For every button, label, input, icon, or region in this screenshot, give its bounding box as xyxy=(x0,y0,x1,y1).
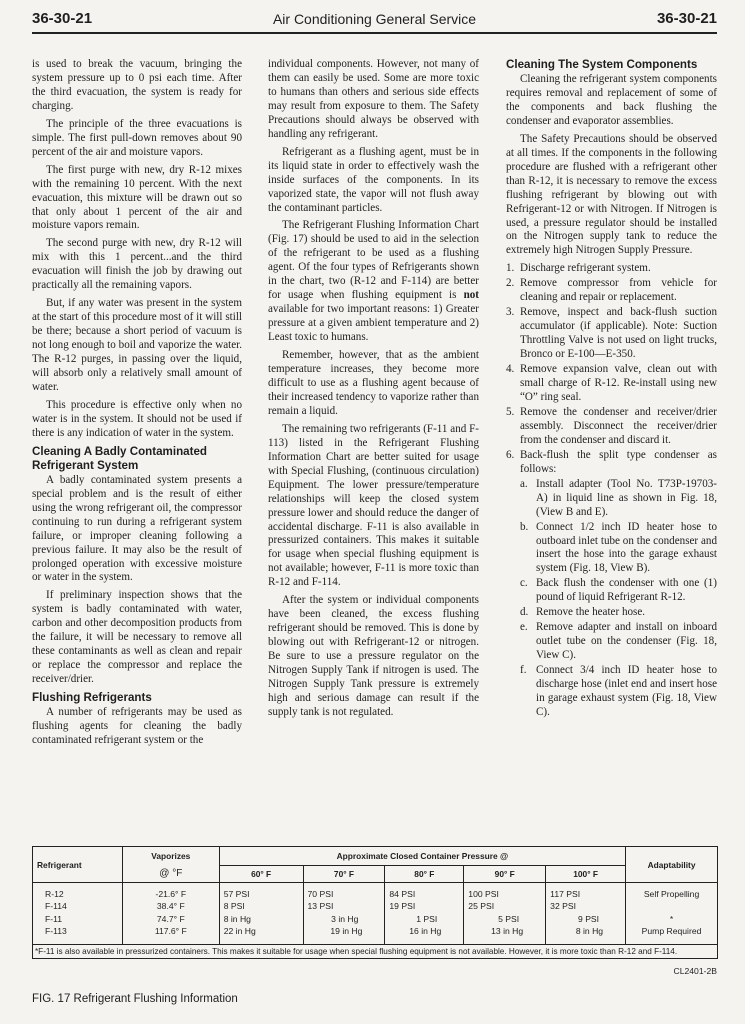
list-item xyxy=(506,478,717,520)
substep-letter: f. xyxy=(520,664,527,677)
step-text: Back-flush the split type condenser as follows: xyxy=(520,448,717,475)
column-2 xyxy=(268,58,479,724)
cell-pressure: 32 PSI xyxy=(546,900,626,913)
step-number: 4. xyxy=(506,363,515,376)
cell-pressure: 100 PSI xyxy=(464,883,546,900)
cell-refrigerant: F-113 xyxy=(33,926,123,945)
step-text: Remove the condenser and receiver/drier assembly. Disconnect the receiver/drier from the condenser and discard it. xyxy=(520,405,717,446)
cell-pressure: 117 PSI xyxy=(546,883,626,900)
step-number: 1. xyxy=(506,262,515,275)
cell-pressure: 9 PSI xyxy=(546,913,626,926)
table-row xyxy=(33,926,718,945)
list-item xyxy=(506,521,717,577)
header-adaptability: Adaptability xyxy=(626,847,718,883)
paragraph: individual components. However, not many of them can easily be used. Some are more toxic to humans than others and serious side effects may result from exposure to them. The Safety Precautions should always be observed with handling any refrigerant. xyxy=(268,58,479,140)
substep-letter: d. xyxy=(520,606,529,619)
header-rule xyxy=(32,32,717,34)
header-temp-100: 100° F xyxy=(546,866,626,883)
header-pressure: Approximate Closed Container Pressure @ xyxy=(219,847,625,866)
cell-pressure: 19 PSI xyxy=(385,900,464,913)
paragraph: But, if any water was present in the system at the start of this procedure most of it will still be there; because a short period of vacuum is not long enough to boil and vaporize the water. The R-12 purges, in passing over the liquid, will absorb only a relatively small amount of water. xyxy=(32,297,242,393)
cell-adaptability xyxy=(626,900,718,913)
table-row xyxy=(33,913,718,926)
column-3 xyxy=(506,58,717,721)
paragraph: A number of refrigerants may be used as flushing agents for cleaning the badly contaminated refrigerant system or the xyxy=(32,706,242,746)
step-number: 3. xyxy=(506,306,515,319)
substep-letter: a. xyxy=(520,477,528,490)
cell-pressure: 22 in Hg xyxy=(219,926,303,945)
figure-code: CL2401-2B xyxy=(673,966,717,976)
header-temp-70: 70° F xyxy=(303,866,385,883)
header-temp-90: 90° F xyxy=(464,866,546,883)
list-item xyxy=(506,277,717,305)
substep-letter: b. xyxy=(520,520,529,533)
cell-adaptability: Pump Required xyxy=(626,926,718,945)
paragraph: If preliminary inspection shows that the system is badly contaminated with water, carbon and other decomposition products from the failure, it will be necessary to remove all these contaminants as well as clean and repair or replace the compressor and replace the receiver/drier. xyxy=(32,589,242,686)
step-number: 6. xyxy=(506,448,515,461)
list-item xyxy=(506,306,717,362)
page-title: Air Conditioning General Service xyxy=(272,11,477,27)
procedure-steps xyxy=(506,262,717,720)
step-text: Remove, inspect and back-flush suction accumulator (if applicable). Note: Suction Throttling Valve is not used on light trucks, Bronco or E-100—E-350. xyxy=(520,306,717,361)
substep-text: Remove the heater hose. xyxy=(536,606,646,619)
list-item xyxy=(506,577,717,605)
cell-vaporizes: 74.7° F xyxy=(122,913,219,926)
substep-text: Remove adapter and install on inboard outlet tube on the condenser (Fig. 18, View C). xyxy=(536,621,717,662)
step-number: 5. xyxy=(506,405,515,418)
list-item xyxy=(506,621,717,663)
cell-pressure: 8 PSI xyxy=(219,900,303,913)
text-run: The Refrigerant Flushing Information Chart (Fig. 17) should be used to aid in the selection of the refrigerant to be used as a flushing agent. Of the four types of Refrigerants shown in the chart, two (R-12 and F-114) are better for usage when flushing equipment is xyxy=(268,219,479,302)
list-item xyxy=(506,262,717,276)
page-header xyxy=(32,10,717,32)
list-item xyxy=(506,664,717,720)
cell-pressure: 13 in Hg xyxy=(464,926,546,945)
table-footnote: *F-11 is also available in pressurized containers. This makes it suitable for usage when special flushing equipment is not available. However, it is more toxic than R-12 and F-114. xyxy=(33,945,718,959)
header-temp-60: 60° F xyxy=(219,866,303,883)
substep-text: Install adapter (Tool No. T73P-19703-A) in liquid line as shown in Fig. 18, (View B and E). xyxy=(536,477,717,518)
cell-pressure: 5 PSI xyxy=(464,913,546,926)
section-heading: Cleaning A Badly Contaminated Refrigerant System xyxy=(32,444,207,472)
list-item xyxy=(506,606,717,620)
emphasis-not: not xyxy=(463,289,479,302)
step-text: Discharge refrigerant system. xyxy=(520,262,651,275)
cell-pressure: 25 PSI xyxy=(464,900,546,913)
figure-caption: FIG. 17 Refrigerant Flushing Information xyxy=(32,993,238,1005)
paragraph xyxy=(268,219,479,345)
header-vaporizes: Vaporizes xyxy=(122,847,219,866)
column-1 xyxy=(32,58,242,752)
step-number: 2. xyxy=(506,277,515,290)
cell-adaptability: Self Propelling xyxy=(626,883,718,900)
cell-pressure: 16 in Hg xyxy=(385,926,464,945)
cell-pressure: 1 PSI xyxy=(385,913,464,926)
paragraph: This procedure is effective only when no water is in the system. It should not be used if there is any indication of water in the system. xyxy=(32,398,242,439)
cell-pressure: 84 PSI xyxy=(385,883,464,900)
substep-text: Back flush the condenser with one (1) pound of liquid Refrigerant R-12. xyxy=(536,577,717,604)
paragraph: The principle of the three evacuations is simple. The first pull-down removes about 90 percent of the air and moisture vapors. xyxy=(32,117,242,158)
cell-pressure: 57 PSI xyxy=(219,883,303,900)
cell-refrigerant: F-11 xyxy=(33,913,123,926)
paragraph: is used to break the vacuum, bringing the system pressure up to 0 psi each time. After the third evacuation, the system is ready for charging. xyxy=(32,58,242,112)
page-number-left: 36-30-21 xyxy=(32,10,93,27)
paragraph: The first purge with new, dry R-12 mixes with the remaining 10 percent. With the next evacuation, this mixture will be drawn out so that only about 1 percent of the air and moisture vapors remain. xyxy=(32,163,242,232)
section-heading: Cleaning The System Components xyxy=(506,58,698,71)
paragraph: A badly contaminated system presents a special problem and is the result of either using the wrong refrigerant oil, the compressor continuing to run during a refrigerant system failure, or improper cleaning following a previous failure. It may also be the result of prolonged operation with excessive moisture or water in the system. xyxy=(32,473,242,584)
substep-letter: e. xyxy=(520,621,528,634)
step-text: Remove compressor from vehicle for cleaning and repair or replacement. xyxy=(520,277,717,304)
substep-text: Connect 1/2 inch ID heater hose to outboard inlet tube on the condenser and insert the hose into the garage exhaust system (Fig. 18, View B). xyxy=(536,520,717,575)
list-item xyxy=(506,363,717,405)
cell-refrigerant: F-114 xyxy=(33,900,123,913)
cell-vaporizes: -21.6° F xyxy=(122,883,219,900)
table-row xyxy=(33,900,718,913)
text-run: available for two important reasons: 1) Greater pressure at a given ambient temperature and 2) Least toxic to humans. xyxy=(268,303,479,344)
step-text: Remove expansion valve, clean out with small charge of R-12. Re-install using new “O” ring seal. xyxy=(520,363,717,403)
cell-adaptability: * xyxy=(626,913,718,926)
section-heading: Flushing Refrigerants xyxy=(32,691,152,705)
page-number-right: 36-30-21 xyxy=(656,10,717,27)
cell-vaporizes: 117.6° F xyxy=(122,926,219,945)
paragraph: The Safety Precautions should be observed at all times. If the components in the following procedure are flushed with a refrigerant other than R-12, it is necessary to remove the excess flushing refrigerant by blowing out with Refrigerant-12 or with Nitrogen. If Nitrogen is used, a pressure regulator should be installed on the Nitrogen supply tank to reduce the extremely high Nitrogen Supply Pressure. xyxy=(506,132,717,257)
cell-refrigerant: R-12 xyxy=(33,883,123,900)
cell-pressure: 8 in Hg xyxy=(219,913,303,926)
substep-letter: c. xyxy=(520,577,528,590)
cell-pressure: 8 in Hg xyxy=(546,926,626,945)
paragraph: Refrigerant as a flushing agent, must be in its liquid state in order to effectively wash the inside surfaces of the components. In its vaporized state, the vapor will not flush away the contaminant particles. xyxy=(268,145,479,214)
header-vaporizes-unit: @ °F xyxy=(122,866,219,883)
list-item xyxy=(506,449,717,477)
table-row xyxy=(33,883,718,900)
cell-pressure: 3 in Hg xyxy=(303,913,385,926)
cell-vaporizes: 38.4° F xyxy=(122,900,219,913)
paragraph: Cleaning the refrigerant system components requires removal and replacement of some of the components and back flushing the condenser and evaporator assemblies. xyxy=(506,73,717,127)
cell-pressure: 70 PSI xyxy=(303,883,385,900)
cell-pressure: 13 PSI xyxy=(303,900,385,913)
header-temp-80: 80° F xyxy=(385,866,464,883)
paragraph: Remember, however, that as the ambient temperature increases, they become more difficult to use as a flushing agent because of their increased tendency to vaporize rather than remain a liquid. xyxy=(268,349,479,417)
list-item xyxy=(506,406,717,448)
header-refrigerant: Refrigerant xyxy=(33,847,123,883)
paragraph: The second purge with new, dry R-12 will mix with this 1 percent...and the third evacuation will finish the job by drawing out practically all the remaining vapors. xyxy=(32,237,242,292)
flushing-info-table xyxy=(32,846,718,959)
cell-pressure: 19 in Hg xyxy=(303,926,385,945)
substep-text: Connect 3/4 inch ID heater hose to discharge hose (inlet end and insert hose in garage exhaust system (Fig. 18, View C). xyxy=(536,664,717,718)
paragraph: The remaining two refrigerants (F-11 and F-113) listed in the Refrigerant Flushing Information Chart are better suited for usage with Special Flushing, (continuous circulation) Equipment. The lower pressure/temperature relationships will keep the closed system pressure lower and should reduce the danger of accidental discharge. F-11 is also available in pressurized containers. This makes it suitable for usage when special flushing equipment is not available; however, F-11 is more toxic than R-12 and F-114. xyxy=(268,422,479,589)
paragraph: After the system or individual components have been cleaned, the excess flushing refrigerant should be removed. This is done by blowing out with Refrigerant-12 or nitrogen. Be sure to use a pressure regulator on the Nitrogen Supply Tank if nitrogen is used. The Nitrogen Supply Tank pressure is extremely high and serious damage can result if the supply tank is not regulated. xyxy=(268,594,479,718)
